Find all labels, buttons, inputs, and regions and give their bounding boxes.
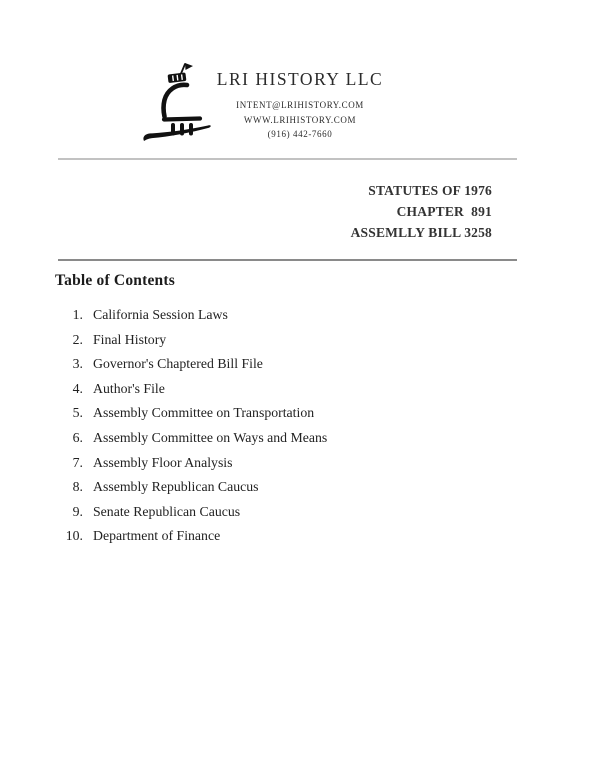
toc-item-number: 1. <box>72 307 83 322</box>
toc-item-number: 4. <box>72 380 83 396</box>
toc-item-number: 5. <box>72 405 83 421</box>
company-website: WWW.LRIHISTORY.COM <box>243 114 357 125</box>
bill-line: ASSEMLLY BILL 3258 <box>350 224 492 240</box>
toc-item-label: Author's File <box>93 380 165 396</box>
statute-reference <box>351 181 492 243</box>
company-email: INTENT@LRIHISTORY.COM <box>236 100 364 110</box>
letterhead <box>165 69 435 142</box>
toc-item-label: Governor's Chaptered Bill File <box>93 356 263 372</box>
toc-item-label: California Session Laws <box>93 307 228 322</box>
toc-item <box>55 500 327 525</box>
toc-item-number: 8. <box>72 479 83 495</box>
chapter-line: CHAPTER 891 <box>396 203 492 219</box>
toc-item <box>55 352 327 377</box>
toc-item-label: Assembly Committee on Ways and Means <box>93 429 328 445</box>
toc-item <box>55 377 327 402</box>
toc-item-number: 9. <box>72 503 83 519</box>
company-phone: (916) 442-7660 <box>267 129 333 139</box>
company-name: LRI HISTORY LLC <box>216 69 384 89</box>
toc-item-number: 2. <box>72 331 83 347</box>
toc-item <box>55 426 327 451</box>
toc-item-label: Final History <box>93 331 167 347</box>
toc-list <box>55 303 327 549</box>
toc-item-label: Department of Finance <box>93 528 221 544</box>
toc-item <box>55 401 327 426</box>
toc-item <box>55 328 327 353</box>
toc-item-number: 6. <box>72 429 83 445</box>
toc-item <box>55 475 327 500</box>
toc-item-label: Senate Republican Caucus <box>93 503 241 519</box>
toc-item-number: 3. <box>72 356 83 372</box>
toc-item-number: 10. <box>65 528 83 544</box>
toc-item-label: Assembly Republican Caucus <box>93 479 259 495</box>
divider-top <box>58 158 517 160</box>
toc-title: Table of Contents <box>55 272 175 289</box>
toc-item <box>55 451 327 476</box>
toc-item-label: Assembly Floor Analysis <box>93 454 233 470</box>
toc-item-number: 7. <box>72 454 83 470</box>
toc-item-label: Assembly Committee on Transportation <box>93 405 315 421</box>
toc-item <box>55 524 327 549</box>
divider-bottom <box>58 259 517 261</box>
statutes-line: STATUTES OF 1976 <box>368 183 492 198</box>
toc-item <box>55 303 327 328</box>
